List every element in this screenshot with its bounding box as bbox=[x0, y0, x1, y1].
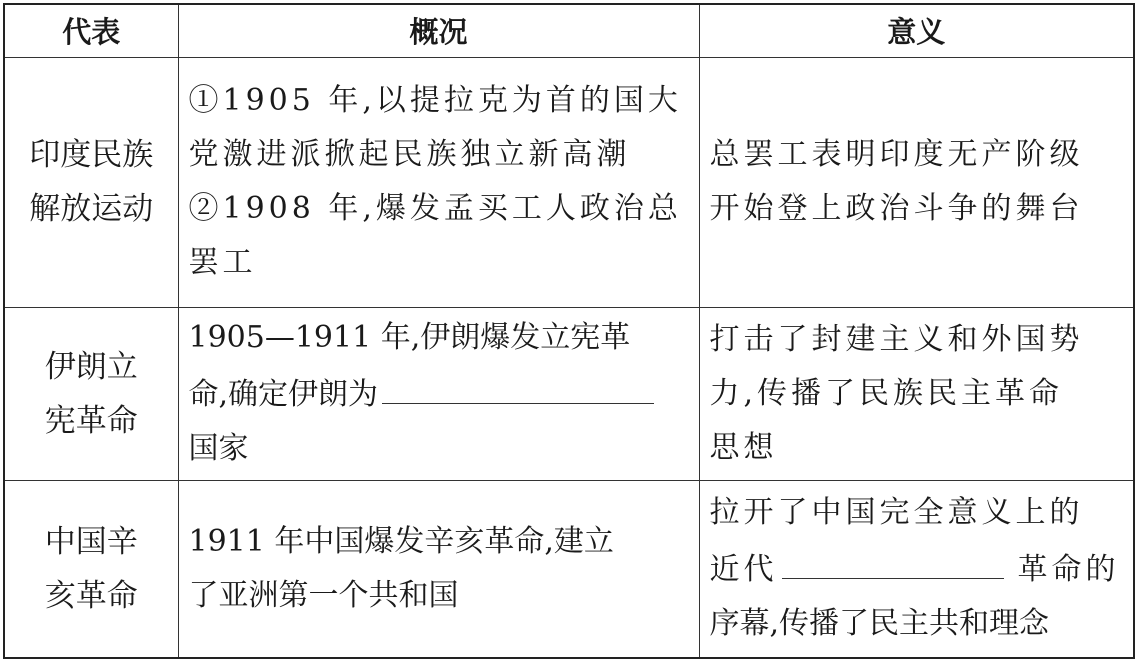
significance-text: 近代 bbox=[709, 552, 778, 588]
row-significance bbox=[699, 57, 1134, 307]
representative-line: 亥革命 bbox=[44, 577, 138, 614]
overview-line: 了亚洲第一个共和国 bbox=[188, 577, 459, 613]
row-overview bbox=[178, 307, 699, 480]
significance-line: 序幕,传播了民主共和理念 bbox=[709, 606, 1050, 642]
row-significance bbox=[699, 307, 1134, 480]
significance-line-with-blank bbox=[710, 540, 1128, 597]
overview-line: 罢工 bbox=[188, 245, 257, 280]
row-overview bbox=[178, 480, 699, 658]
significance-line: 思想 bbox=[709, 429, 778, 465]
row-representative bbox=[4, 307, 178, 480]
overview-line: 1911 年中国爆发辛亥革命,建立 bbox=[188, 523, 614, 559]
representative-line: 中国辛 bbox=[44, 523, 138, 560]
representative-line: 伊朗立 bbox=[44, 348, 138, 385]
table-row bbox=[4, 57, 1134, 307]
significance-line: 总罢工表明印度无产阶级 bbox=[709, 137, 1084, 172]
overview-line: 国家 bbox=[188, 431, 249, 466]
overview-line-with-blank bbox=[189, 365, 693, 422]
overview-line: ②1908 年,爆发孟买工人政治总 bbox=[188, 191, 682, 226]
table-header-row bbox=[4, 4, 1134, 57]
significance-text: 革命的 bbox=[1017, 552, 1120, 588]
overview-line: 1905—1911 年,伊朗爆发立宪革 bbox=[188, 320, 631, 355]
representative-line: 印度民族 bbox=[29, 137, 154, 173]
fill-in-blank[interactable] bbox=[382, 365, 654, 404]
header-representative: 代表 bbox=[4, 4, 178, 57]
table-row bbox=[4, 480, 1134, 658]
row-representative bbox=[4, 480, 178, 658]
representative-line: 解放运动 bbox=[29, 191, 154, 227]
header-significance: 意义 bbox=[699, 4, 1134, 57]
overview-text: 命,确定伊朗为 bbox=[188, 377, 379, 412]
significance-line: 力,传播了民族民主革命 bbox=[709, 375, 1064, 411]
representative-line: 宪革命 bbox=[44, 402, 138, 439]
significance-line: 开始登上政治斗争的舞台 bbox=[709, 191, 1084, 226]
significance-line: 拉开了中国完全意义上的 bbox=[709, 495, 1084, 531]
table-row bbox=[4, 307, 1134, 480]
overview-line: 党激进派掀起民族独立新高潮 bbox=[188, 137, 631, 172]
row-representative bbox=[4, 57, 178, 307]
row-overview bbox=[178, 57, 699, 307]
row-significance bbox=[699, 480, 1134, 658]
fill-in-blank[interactable] bbox=[782, 540, 1004, 579]
significance-line: 打击了封建主义和外国势 bbox=[709, 321, 1084, 357]
history-table bbox=[3, 3, 1135, 659]
header-overview: 概况 bbox=[178, 4, 699, 57]
overview-line: ①1905 年,以提拉克为首的国大 bbox=[188, 83, 682, 118]
